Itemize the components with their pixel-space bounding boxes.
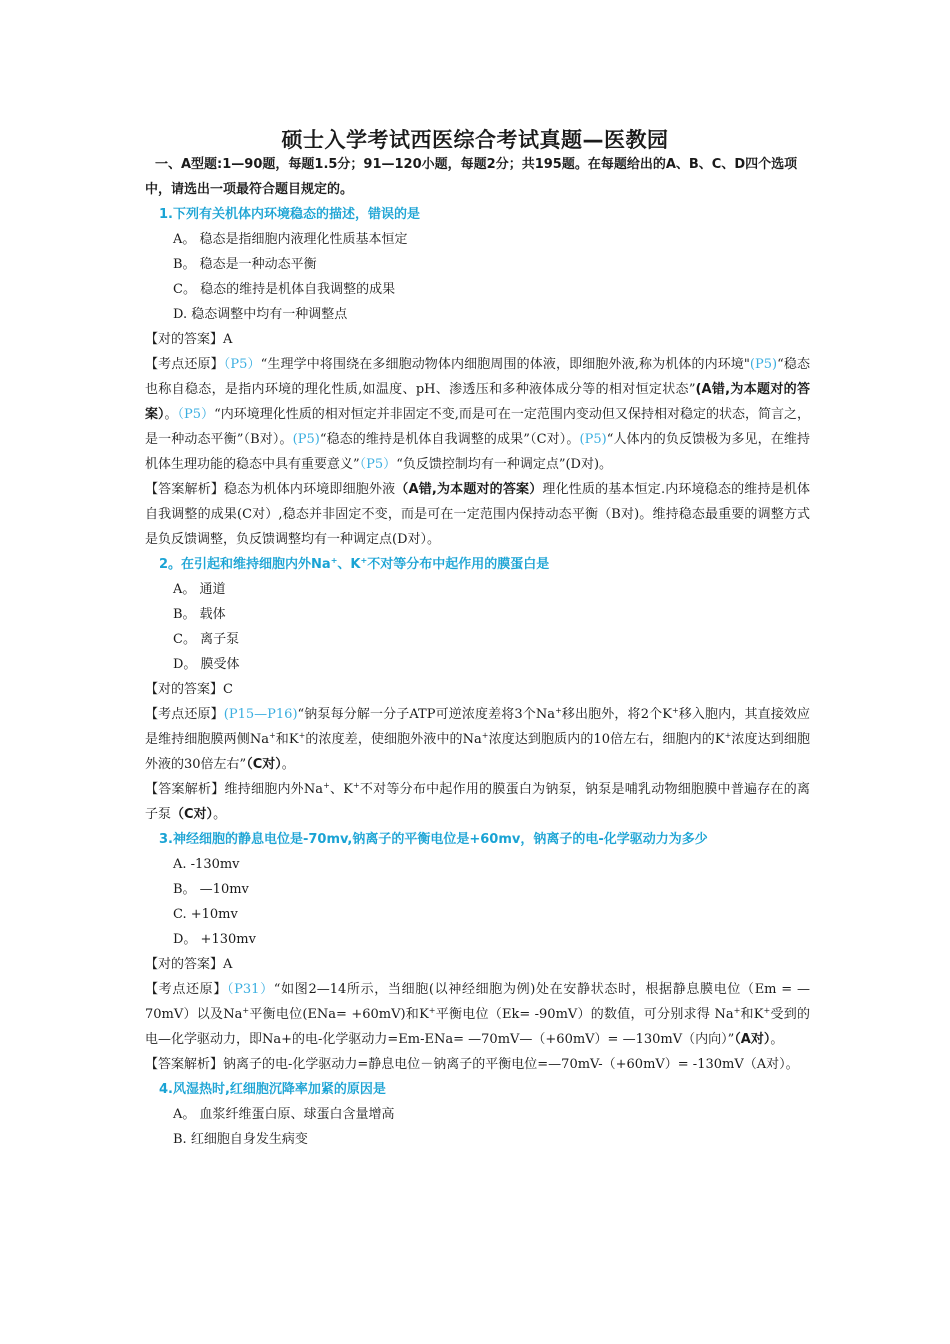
emphasis-text: （C对） <box>171 807 214 822</box>
page-reference: （P5） <box>359 457 397 472</box>
question-2-option-a: A。 通道 <box>173 582 226 597</box>
page-reference: (P15—P16) <box>223 707 298 722</box>
key-point-label: 【考点还原】 <box>145 357 224 372</box>
question-3-option-d: D。 +130mv <box>173 932 256 947</box>
question-1-answer: 【对的答案】A <box>145 332 233 347</box>
key-point-label: 【考点还原】 <box>145 707 224 722</box>
page-reference: (P5) <box>292 432 320 447</box>
question-4-option-b: B. 红细胞自身发生病变 <box>173 1132 308 1147</box>
question-4-option-a: A。 血浆纤维蛋白原、球蛋白含量增高 <box>173 1107 395 1122</box>
document-body <box>145 152 810 1152</box>
section-intro: 一、A型题:1—90题，每题1.5分；91—120小题，每题2分；共195题。在每题给出的A、B、C、D四个选项中，请选出一项最符合题目规定的。 <box>145 157 798 197</box>
question-3-title: 3.神经细胞的静息电位是-70mv,钠离子的平衡电位是+60mv，钠离子的电-化学驱动力为多少 <box>159 832 708 847</box>
question-4-title: 4.风湿热时,红细胞沉降率加紧的原因是 <box>159 1082 386 1097</box>
question-3-option-a: A. -130mv <box>173 857 240 872</box>
emphasis-text: （A错,为本题对的答案） <box>395 482 543 497</box>
question-2-option-b: B。 载体 <box>173 607 226 622</box>
question-2-answer: 【对的答案】C <box>145 682 233 697</box>
page-reference: （P5） <box>177 407 215 422</box>
question-3-analysis: 【答案解析】钠离子的电-化学驱动力=静息电位－钠离子的平衡电位=—70mV-（+60mV）= -130mV（A对）。 <box>145 1057 799 1072</box>
question-1-analysis: 【答案解析】稳态为机体内环境即细胞外液（A错,为本题对的答案）理化性质的基本恒定.内环境稳态的维持是机体自我调整的成果(C对）,稳态并非固定不变，而是可在一定范围内保持动态平衡（B对)。维持稳态最重要的调整方式是负反馈调整，负反馈调整均有一种调定点(D对）。 <box>145 482 810 547</box>
emphasis-text: (A错,为本题对的答案） <box>145 382 810 422</box>
page-reference: （P5） <box>223 357 261 372</box>
key-point-label: 【考点还原】 <box>145 982 227 997</box>
question-1-key-point: 【考点还原】（P5）“生理学中将围绕在多细胞动物体内细胞周围的体液，即细胞外液,称为机体的内环境"(P5)“稳态也称自稳态，是指内环境的理化性质,如温度、pH、渗透压和多种液体成分等的相对恒定状态”(A错,为本题对的答案）。（P5）“内环境理化性质的相对恒定并非固定不变,而是可在一定范围内变动但又保持相对稳定的状态，简言之，是一种动态平衡”（B对）。(P5)“稳态的维持是机体自我调整的成果”（C对）。(P5)“人体内的负反馈极为多见，在维持机体生理功能的稳态中具有重要意义”（P5）“负反馈控制均有一种调定点”(D对)。 <box>145 357 810 472</box>
question-1-option-b: B。 稳态是一种动态平衡 <box>173 257 317 272</box>
question-1-option-a: A。 稳态是指细胞内液理化性质基本恒定 <box>173 232 408 247</box>
question-2-option-d: D。 膜受体 <box>173 657 240 672</box>
emphasis-text: （A对） <box>734 1032 771 1047</box>
question-1-title: 1.下列有关机体内环境稳态的描述，错误的是 <box>159 207 420 222</box>
question-3-option-c: C. +10mv <box>173 907 238 922</box>
question-3-key-point: 【考点还原】（P31）“如图2—14所示，当细胞(以神经细胞为例)处在安静状态时，根据静息膜电位（Em = —70mV）以及Na+平衡电位(ENa= +60mV)和K+平衡电位（Ek= -90mV）的数值，可分别求得 Na+和K+受到的电—化学驱动力，即Na+的电-化学驱动力=Em-ENa= —70mV—（+60mV）= —130mV（内向）”（A对）。 <box>145 982 810 1047</box>
page-title: 硕士入学考试西医综合考试真题—医教园 <box>281 128 669 152</box>
question-1-option-d: D. 稳态调整中均有一种调整点 <box>173 307 348 322</box>
question-2-title: 2。在引起和维持细胞内外Na+、K+不对等分布中起作用的膜蛋白是 <box>159 556 550 572</box>
page-reference: (P5) <box>579 432 607 447</box>
question-3-answer: 【对的答案】A <box>145 957 233 972</box>
question-2-analysis: 【答案解析】维持细胞内外Na+、K+不对等分布中起作用的膜蛋白为钠泵，钠泵是哺乳动物细胞膜中普遍存在的离子泵（C对）。 <box>145 781 810 822</box>
question-1-option-c: C。 稳态的维持是机体自我调整的成果 <box>173 282 396 297</box>
question-3-option-b: B。 —10mv <box>173 882 249 897</box>
question-2-option-c: C。 离子泵 <box>173 632 240 647</box>
question-2-key-point: 【考点还原】(P15—P16)“钠泵每分解一分子ATP可逆浓度差将3个Na+移出胞外，将2个K+移入胞内，其直接效应是维持细胞膜两侧Na+和K+的浓度差，使细胞外液中的Na+浓度达到胞质内的10倍左右，细胞内的K+浓度达到细胞外液的30倍左右”（C对）。 <box>145 706 810 772</box>
page-reference: （P31） <box>227 982 274 997</box>
page-reference: (P5) <box>749 357 778 372</box>
emphasis-text: （C对） <box>246 757 282 772</box>
